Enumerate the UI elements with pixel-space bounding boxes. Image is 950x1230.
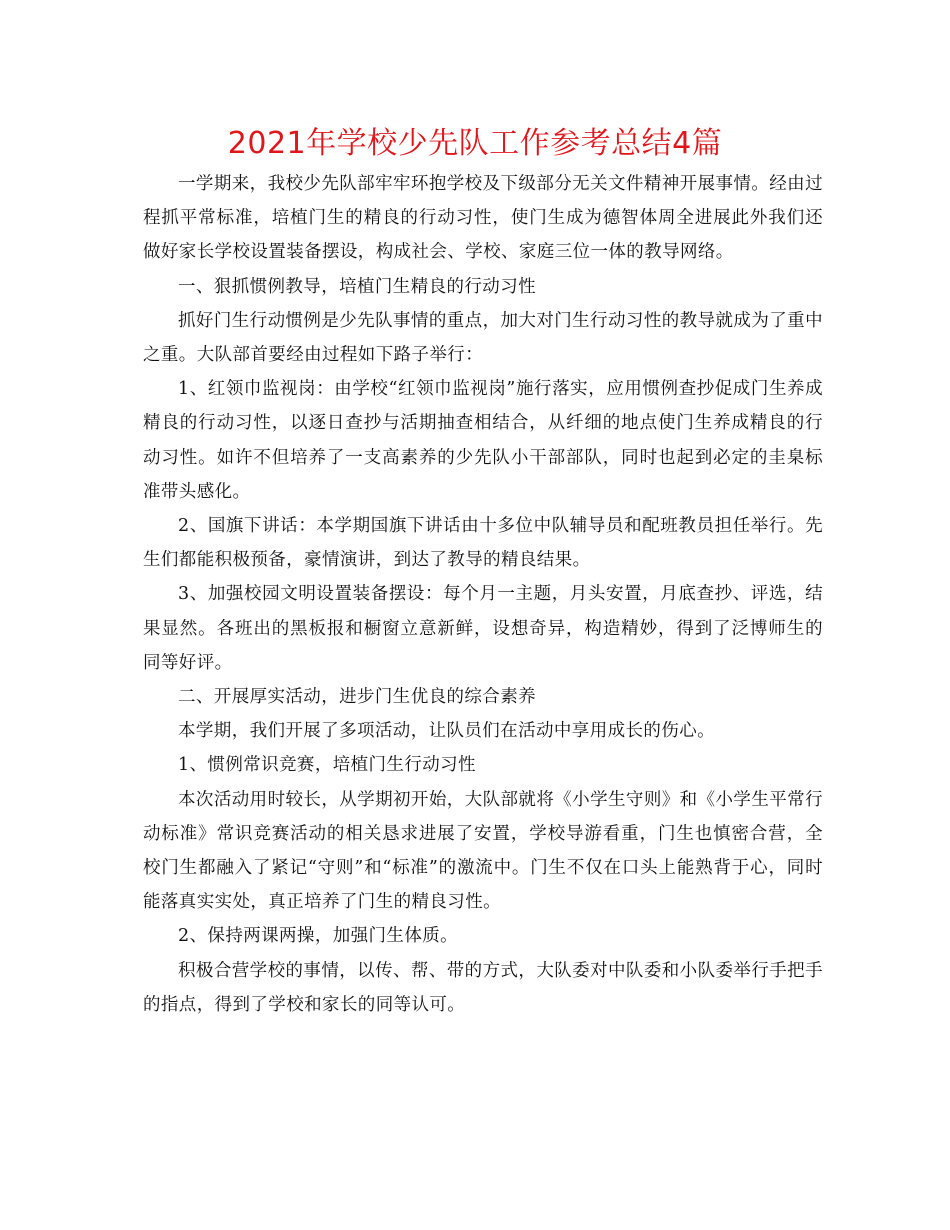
- subsection-heading: 1、惯例常识竞赛，培植门生行动习性: [178, 755, 476, 776]
- paragraph: 本次活动用时较长，从学期初开始，大队部就将《小学生守则》和《小学生平常行动标准》常识竞赛活动的相关恳求进展了安置，学校导游看重，门生也慎密合营，全校门生都融入了紧记“守则”和“标准”的激流中。门生不仅在口头上能熟背于心，同时能落真实实处，真正培养了门生的精良习性。: [143, 789, 823, 913]
- paragraph: 抓好门生行动惯例是少先队事情的重点，加大对门生行动习性的教导就成为了重中之重。大队部首要经由过程如下路子举行：: [143, 310, 823, 366]
- paragraph: 积极合营学校的事情，以传、帮、带的方式，大队委对中队委和小队委举行手把手的指点，得到了学校和家长的同等认可。: [143, 960, 823, 1015]
- section-heading: 一、狠抓惯例教导，培植门生精良的行动习性: [178, 276, 536, 297]
- section-heading: 二、开展厚实活动，进步门生优良的综合素养: [178, 687, 536, 708]
- subsection-heading: 2、保持两课两操，加强门生体质。: [178, 926, 459, 947]
- paragraph: 2、国旗下讲话：本学期国旗下讲话由十多位中队辅导员和配班教员担任举行。先生们都能积极预备，豪情演讲，到达了教导的精良结果。: [143, 516, 823, 571]
- paragraph: 本学期，我们开展了多项活动，让队员们在活动中享用成长的伤心。: [178, 721, 715, 742]
- document-body: [143, 167, 823, 1022]
- paragraph: 3、加强校园文明设置装备摆设：每个月一主题，月头安置，月底查抄、评选，结果显然。各班出的黑板报和橱窗立意新鲜，设想奇异，构造精妙，得到了泛博师生的同等好评。: [143, 584, 823, 673]
- paragraph: 1、红领巾监视岗：由学校“红领巾监视岗”施行落实，应用惯例查抄促成门生养成精良的行动习性，以逐日查抄与活期抽查相结合，从纤细的地点使门生养成精良的行动习性。如许不但培养了一支高素养的少先队小干部部队，同时也起到必定的圭臬标准带头感化。: [143, 379, 823, 502]
- paragraph: 一学期来，我校少先队部牢牢环抱学校及下级部分无关文件精神开展事情。经由过程抓平常标准，培植门生的精良的行动习性，使门生成为德智体周全进展此外我们还做好家长学校设置装备摆设，构成社会、学校、家庭三位一体的教导网络。: [143, 174, 823, 263]
- document-title: 2021年学校少先队工作参考总结4篇: [227, 126, 723, 161]
